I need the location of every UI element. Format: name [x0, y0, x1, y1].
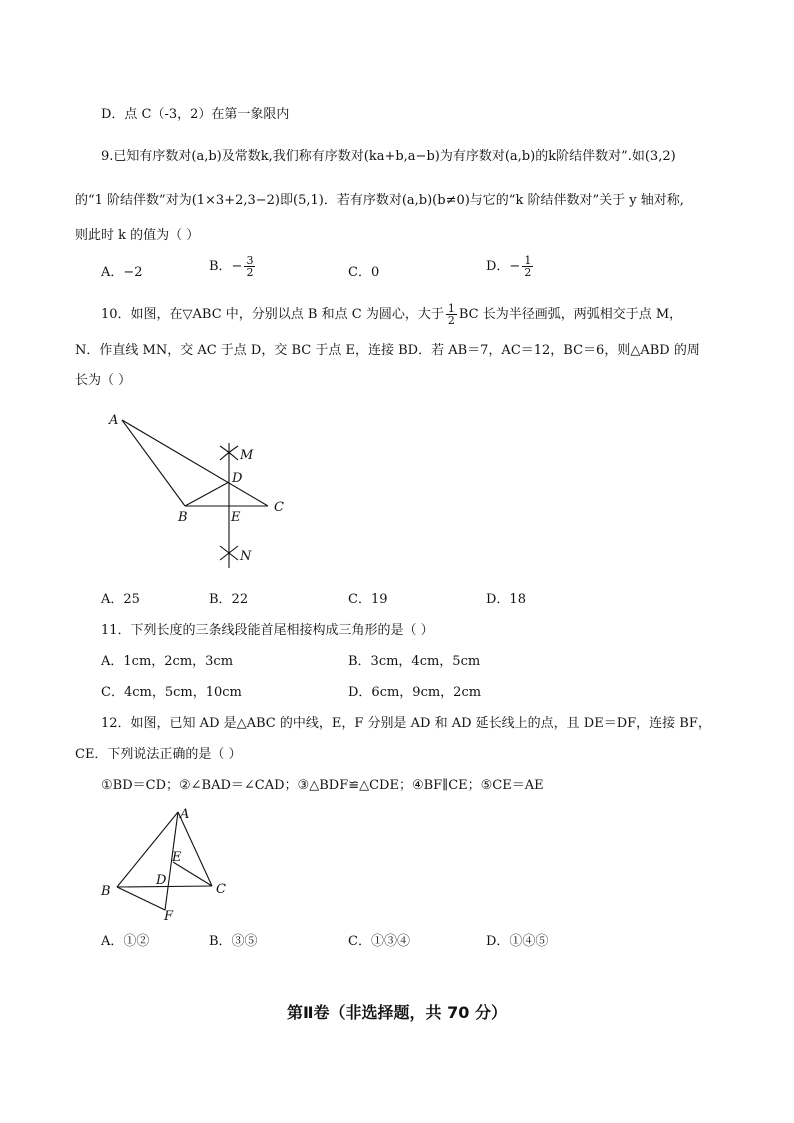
- q11-option-a: A．1cm，2cm，3cm: [101, 654, 234, 669]
- q10-label-a: A: [109, 413, 119, 428]
- q10-label-e: E: [231, 510, 241, 525]
- q10-stem-line2: N．作直线 MN，交 AC 于点 D，交 BC 于点 E，连接 BD．若 AB＝7，AC＝12，BC＝6，则△ABD 的周: [75, 343, 700, 358]
- q10-label-m: M: [240, 448, 254, 463]
- q12-label-e: E: [172, 850, 182, 865]
- q12-option-c: C．①③④: [348, 934, 410, 949]
- q9-option-b-denominator: 2: [246, 266, 254, 279]
- q11-option-c: C．4cm，5cm，10cm: [101, 685, 242, 700]
- q12-stem-line1: 12．如图，已知 AD 是△ABC 的中线，E，F 分别是 AD 和 AD 延长线上的点，且 DE＝DF，连接 BF，: [101, 716, 711, 731]
- q9-stem-line1: 9.已知有序数对(a,b)及常数k,我们称有序数对(ka+b,a−b)为有序数对(a,b)的k阶结伴数对”.如(3,2): [101, 149, 676, 164]
- q12-segment-bf: [117, 887, 165, 910]
- q10-option-b: B．22: [209, 592, 249, 607]
- q11-stem: 11．下列长度的三条线段能首尾相接构成三角形的是（ ）: [101, 623, 434, 638]
- q10-fraction-denominator: 2: [447, 314, 455, 327]
- q9-stem-line2: 的“1 阶结伴数”对为(1×3+2,3−2)即(5,1)．若有序数对(a,b)(b≠0)与它的“k 阶结伴数对”关于 y 轴对称,: [75, 193, 684, 208]
- q12-label-d: D: [156, 873, 167, 888]
- q9-option-b-prefix: B．−: [209, 259, 243, 274]
- q12-label-f: F: [164, 909, 174, 924]
- q12-option-a: A．①②: [101, 934, 150, 949]
- q9-option-a: A．−2: [101, 265, 143, 280]
- q11-option-d: D．6cm，9cm，2cm: [348, 685, 482, 700]
- q9-option-d-denominator: 2: [524, 266, 532, 279]
- q9-option-d-numerator: 1: [524, 254, 532, 267]
- q12-statements: ①BD＝CD；②∠BAD＝∠CAD；③△BDF≌△CDE；④BF∥CE；⑤CE＝AE: [101, 778, 544, 793]
- q10-option-a: A．25: [101, 592, 140, 607]
- q12-label-c: C: [216, 882, 226, 897]
- q12-option-b: B．③⑤: [209, 934, 258, 949]
- q10-stem-line1-part-b: BC 长为半径画弧，两弧相交于点 M，: [458, 307, 683, 322]
- q10-fraction-numerator: 1: [447, 302, 455, 315]
- q12-segment-ab: [117, 812, 178, 887]
- q10-label-b: B: [178, 510, 188, 525]
- q8-option-d: D．点 C（-3，2）在第一象限内: [101, 107, 290, 122]
- q9-stem-line3: 则此时 k 的值为（ ）: [75, 228, 200, 243]
- q11-option-b: B．3cm，4cm，5cm: [348, 654, 481, 669]
- q10-option-d: D．18: [486, 592, 526, 607]
- q9-option-b-numerator: 3: [246, 254, 254, 267]
- q10-label-c: C: [274, 500, 284, 515]
- q10-stem-line1-part-a: 10．如图，在▽ABC 中，分别以点 B 和点 C 为圆心，大于: [101, 307, 444, 322]
- q9-option-c: C．0: [348, 265, 380, 280]
- q10-stem-line3: 长为（ ）: [75, 373, 132, 388]
- q10-label-n: N: [240, 549, 252, 564]
- q10-option-c: C．19: [348, 592, 388, 607]
- q12-stem-line2: CE．下列说法正确的是（ ）: [75, 747, 242, 762]
- section-title: 第Ⅱ卷（非选择题，共 70 分）: [287, 1003, 507, 1022]
- q9-option-d-prefix: D．−: [486, 259, 521, 274]
- q12-option-d: D．①④⑤: [486, 934, 549, 949]
- q10-label-d: D: [232, 471, 243, 486]
- q12-label-b: B: [101, 884, 111, 899]
- q12-label-a: A: [180, 807, 190, 822]
